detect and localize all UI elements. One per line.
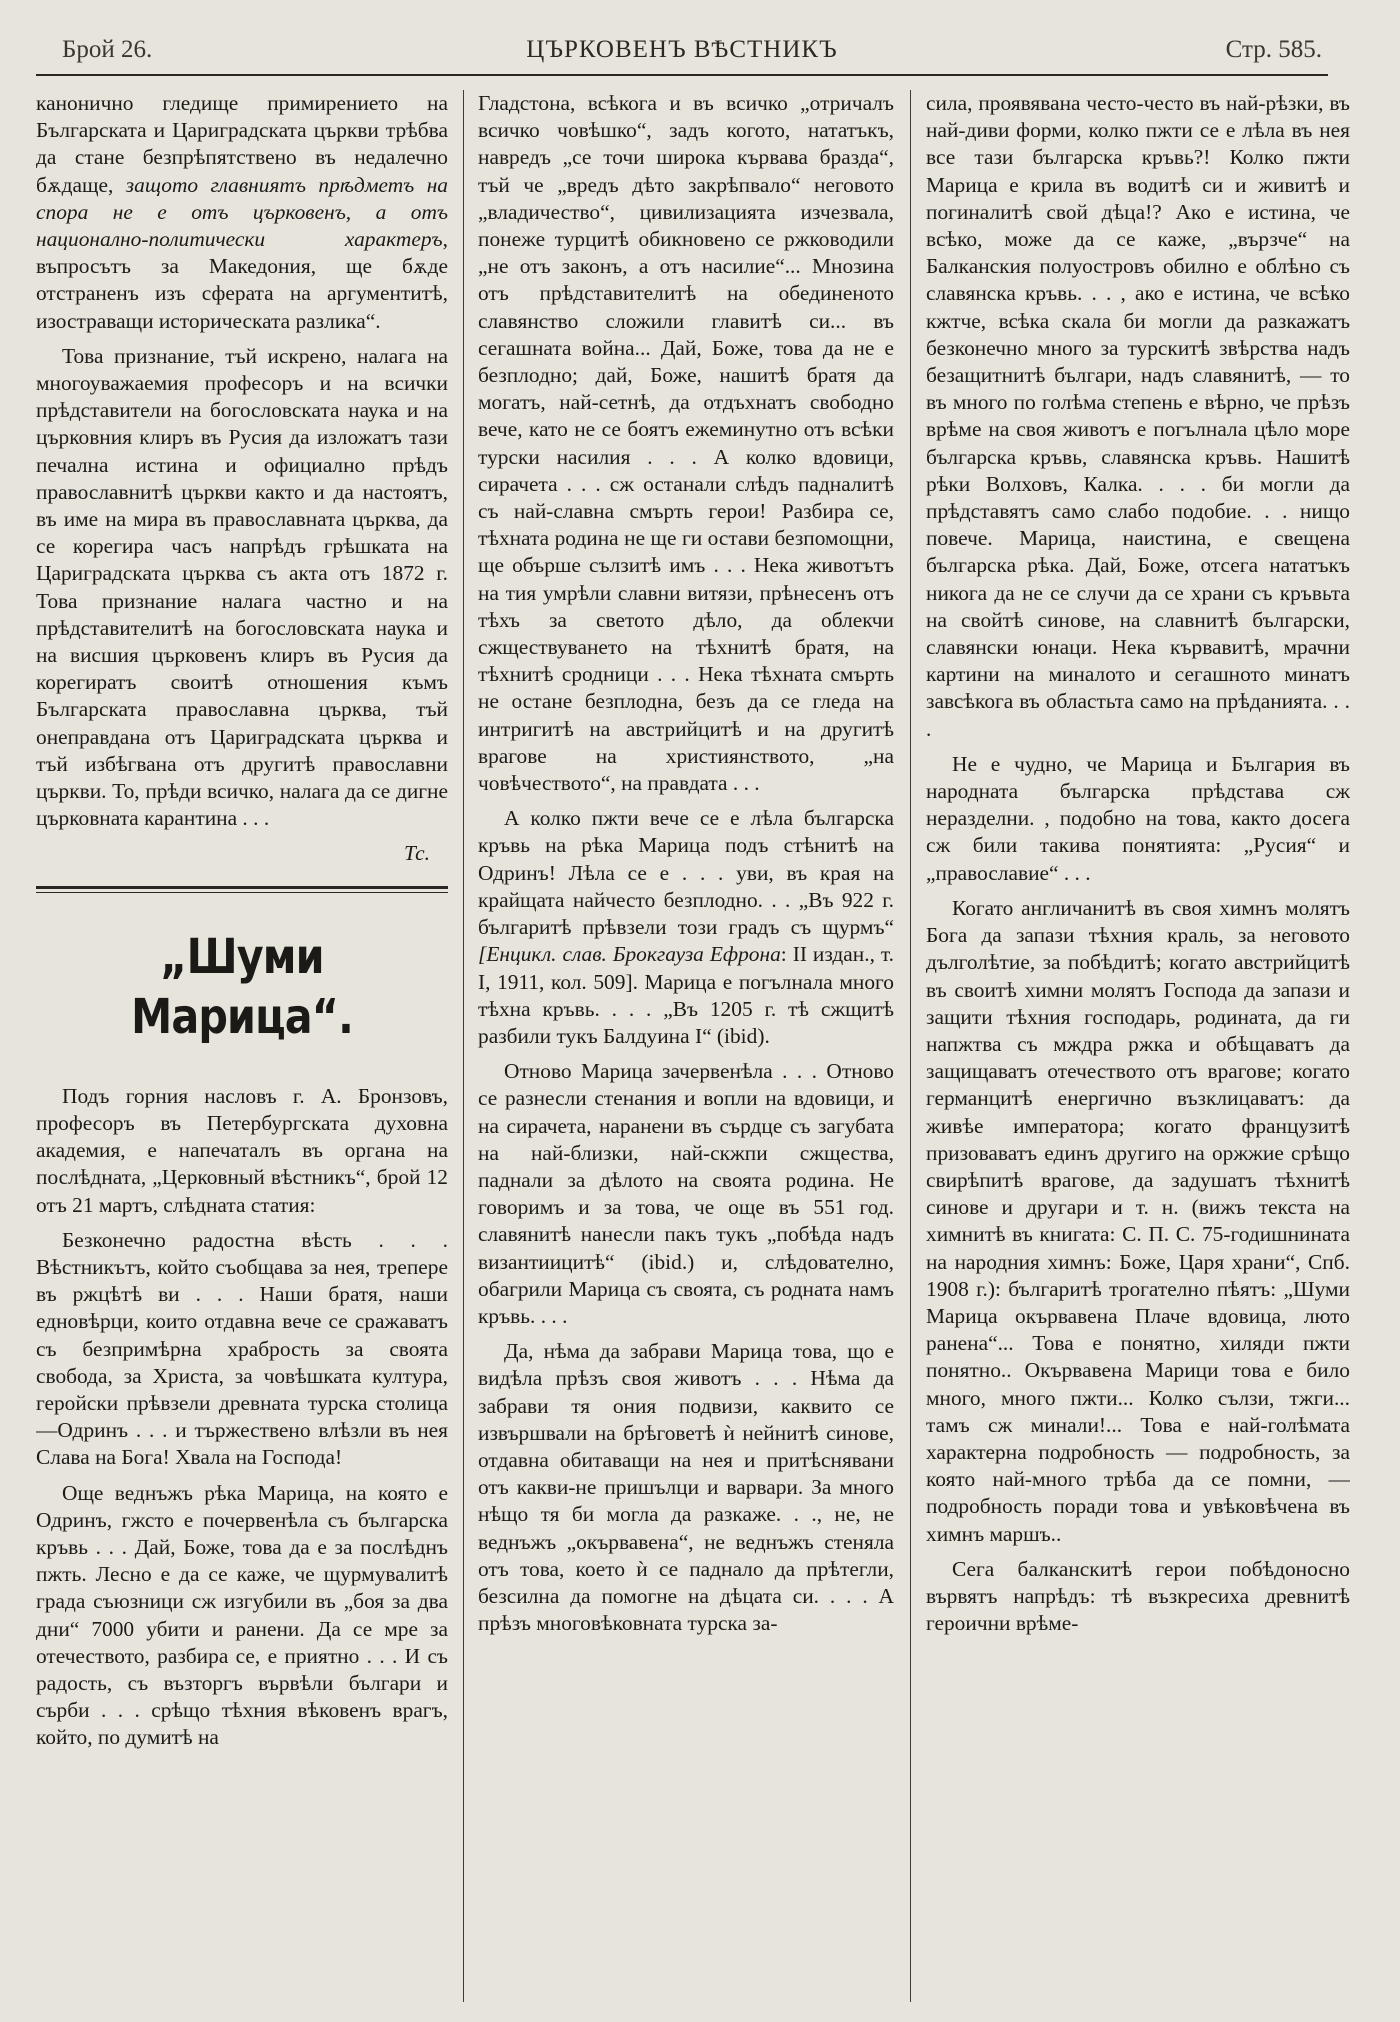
- paragraph: сила, проявявана често-често въ най-рѣзки, въ най-диви форми, колко пжти се е лѣла въ нея все тази българска кръвь?! Колко пжти Марица е крила въ водитѣ си и живитѣ и погиналитѣ свой дѣца!? Ако е истина, че всѣко, може да се каже, „вързче“ на Балканския полуостровъ обилно е облѣно съ славянска кръвь. . . , ако е истина, че всѣко кжтче, всѣка скала би могли да разкажатъ безконечно много за турскитѣ звѣрства надъ безащитнитѣ българи, надъ славянитѣ, — то въ много по голѣма степень е вѣрно, че прѣзъ врѣме на своя животъ е погълнала цѣло море българска кръвь, славянска кръвь. Нашитѣ рѣки Волховъ, Калка. . . . би могли да прѣдставятъ само слабо подобие. . . нищо повече. Марица, наистина, е свещена българска рѣка. Дай, Боже, отсега нататъкъ никога да не се случи да се храни съ кръвьта на свойтѣ синове, на славнитѣ български, славянски юнаци. Нека кървавитѣ, мрачни картини на миналото и сегашното минатъ завсѣкога въ областьта само на прѣданията. . . .: [926, 91, 1350, 741]
- column-divider: [910, 90, 911, 2002]
- paragraph: Безконечно радостна вѣсть . . . Вѣстникътъ, който съобщава за нея, трепере въ ржцѣтѣ ви . . . Наши братя, наши едновѣрци, които отдавна вече се сражаватъ съ безпримѣрна храбрость за своята свобода, за Христа, за човѣшката култура, геройски прѣвзели древната турска столица—Одринъ . . . и тържествено влѣзли въ нея Слава на Бога! Хвала на Господа!: [36, 1227, 448, 1470]
- column-3: [926, 90, 1350, 2002]
- column-divider: [463, 90, 464, 2002]
- paragraph: Гладстона, всѣкога и въ всичко „отричалъ всичко човѣшко“, задъ когото, нататъкъ, навредъ „се точи широка кървава бразда“, тъй че „вредъ дѣто закрѣпвало“ неговото „владичество“, цивилизацията изчезвала, понеже турцитѣ обикновено се ржководили „не отъ законъ, а отъ насилие“... Мнозина отъ прѣдставителитѣ на обединеното славянство сложили главитѣ си... въ сегашната война... Дай, Боже, това да не е безплодно; дай, Боже, нашитѣ братя да могатъ, най-сетнѣ, да отдъхнатъ свободно вече, като не се боятъ ежеминутно отъ всѣки турски насилия . . . А колко вдовици, сирачета . . . сж останали слѣдъ падналитѣ съ най-славна смърть герои! Разбира се, тѣхната родина не ще ги остави безпомощни, ще обърше сълзитѣ имъ . . . Нека животътъ на тия умрѣли славни витязи, прѣнесенъ отъ тѣхъ за светото дѣло, да облекчи сжществуването на тѣхнитѣ братя, на тѣхнитѣ сродници . . . Нека тѣхната смърть не остане безплодна, безъ да се гледа на интригитѣ на австрийцитѣ и на другитѣ врагове на християнството, „на човѣчеството“, на правдата . . .: [478, 91, 894, 796]
- paragraph: Подъ горния насловъ г. А. Бронзовъ, професоръ въ Петербургската духовна академия, е напечаталъ въ органа на послѣдната, „Церковный вѣстникъ“, брой 12 отъ 21 мартъ, слѣдната статия:: [36, 1083, 448, 1217]
- issue-number: Брой 26.: [62, 36, 153, 63]
- paragraph: Отново Марица зачервенѣла . . . Отново се разнесли стенания и вопли на вдовици, и на сирачета, наранени въ сърдце съ загубата на най-близки, най-скжпи сжщества, паднали за дѣлото на своята родина. Не говоримъ и за това, че още въ 551 год. славянитѣ нанесли пакъ тукъ „побѣда надъ византиицитѣ“ (ibid.) и, слѣдователно, обагрили Марица съ своята, съ родната намъ кръвь. . . .: [478, 1059, 894, 1328]
- journal-title: ЦЪРКОВЕНЪ ВѢСТНИКЪ: [526, 36, 838, 63]
- article-title: „Шуми Марица“.: [131, 928, 353, 1045]
- page-header: [36, 30, 1328, 76]
- paragraph: Това признание, тъй искрено, налага на многоуважаемия професоръ и на всички прѣдставители на богословската наука и на църковния клиръ въ Русия да изложатъ тази печална истина и официално прѣдъ православнитѣ църкви както и да настоятъ, въ име на мира въ православната църква, да се корегира часъ напрѣдъ грѣшката на Цариградската църква съ акта отъ 1872 г. Това признание налага частно и на прѣдставителитѣ на богословската наука и на висшия църковенъ клиръ въ Русия да корегиратъ своитѣ отношения къмъ Българската православна църква, тъй онеправдана отъ Цариградската църква и тъй избѣгвана отъ другитѣ православни църкви. То, прѣди всичко, налага да се дигне църковната карантина . . .: [36, 343, 448, 831]
- paragraph: канонично гледище примирението на Българската и Цариградската църкви трѣбва да стане безпрѣпятствено въ недалечно бѫдаще, защото главниятъ прѣдметъ на спора не е отъ църковенъ, а отъ национално-политически характеръ, въпросътъ за Македония, ще бѫде отстраненъ изъ сферата на аргументитѣ, изостраващи историческата разлика“.: [36, 91, 448, 333]
- paragraph: Да, нѣма да забрави Марица това, що е видѣла прѣзъ своя животъ . . . Нѣма да забрави тя ония подвизи, каквито се извършвали на брѣговетѣ ѝ нейнитѣ синове, отдавна обитаващи на нея и притѣснявани отъ какви-не пришълци и варвари. За много нѣщо тя би могла да разкаже. . ., не, не веднъжъ „окървавена“, не веднъжъ стеняла отъ това, което ѝ се паднало да прѣтегли, безсилна да помогне на дѣцата си. . . . А прѣзъ многовѣковната турска за-: [478, 1339, 894, 1636]
- section-separator: [36, 886, 448, 893]
- paragraph: А колко пжти вече се е лѣла българска кръвь на рѣка Марица подъ стѣнитѣ на Одринъ! Лѣла се е . . . уви, въ края на крайщата найчесто безплодно. . . „Въ 922 г. българитѣ прѣвзели този градъ съ щурмъ“ [Енцикл. слав. Брокгауза Ефрона: II издан., т. I, 1911, кол. 509]. Марица е погълнала много тѣхна кръвь. . . . „Въ 1205 г. тѣ сжщитѣ разбили тукъ Балдуина I“ (ibid).: [478, 806, 894, 1048]
- column-1: [36, 90, 448, 2002]
- paragraph: Когато англичанитѣ въ своя химнъ молятъ Бога да запази тѣхния краль, за неговото дълголѣтие, за побѣдитѣ; когато австрийцитѣ въ своитѣ химни молятъ Господа да запази и защити тѣхния господарь, родината, да ги напжтва съ мждра ржка и обѣщаватъ да защищаватъ отечеството отъ врагове; когато германцитѣ енергично възклицаватъ: да живѣе императора; когато французитѣ призоваватъ единъ другиго на оржжие срѣщо свирѣпитѣ врагове, да задушатъ тѣхнитѣ синове и другари и т. н. (вижъ текста на химнитѣ въ книгата: С. П. С. 75-годишнината на народния химнъ: Боже, Царя храни“, Спб. 1908 г.): българитѣ трогателно пѣятъ: „Шуми Марица окървавена Плаче вдовица, люто ранена“... Това е понятно, хиляди пжти понятно.. Окървавена Марици това е било много, много пжти... Колко сълзи, тжги... тамъ сж минали!... Това е най-голѣмата характерна подробность — подробность, за която най-много трѣба да се помни, — подробность поради това и увѣковѣчена въ химнъ маршъ..: [926, 895, 1350, 1546]
- paragraph: Сега балканскитѣ герои побѣдоносно вървятъ напрѣдъ: тѣ възкресиха древнитѣ героични врѣме-: [926, 1556, 1350, 1636]
- text-columns: [36, 90, 1352, 2002]
- column-2: [478, 90, 894, 2002]
- paragraph: Още веднъжъ рѣка Марица, на която е Одринъ, гжсто е почервенѣла съ българска кръвь . . . Дай, Боже, това да е за послѣднъ пжть. Лесно е да се каже, че щурмувалитѣ града съюзници сж изгубили въ „боя за два дни“ 7000 убити и ранени. Да се мре за отечеството, разбира се, е приятно . . . И съ радость, съ възторгъ вървѣли българи и сърби . . . срѣщо тѣхния вѣковенъ врагъ, който, по думитѣ на: [36, 1480, 448, 1750]
- italic-emphasis: защото главниятъ прѣдметъ на спора не е отъ църковенъ, а отъ национално-политически характеръ: [36, 172, 448, 252]
- page-number: Стр. 585.: [1225, 36, 1322, 63]
- italic-citation: [Енцикл. слав. Брокгауза Ефрона: [478, 942, 781, 967]
- author-signature: Тс.: [404, 841, 430, 866]
- paragraph: Не е чудно, че Марица и България въ народната българска прѣдстава сж неразделни. , подобно на това, както досега сж били такива понятията: „Русия“ и „православие“ . . .: [926, 751, 1350, 885]
